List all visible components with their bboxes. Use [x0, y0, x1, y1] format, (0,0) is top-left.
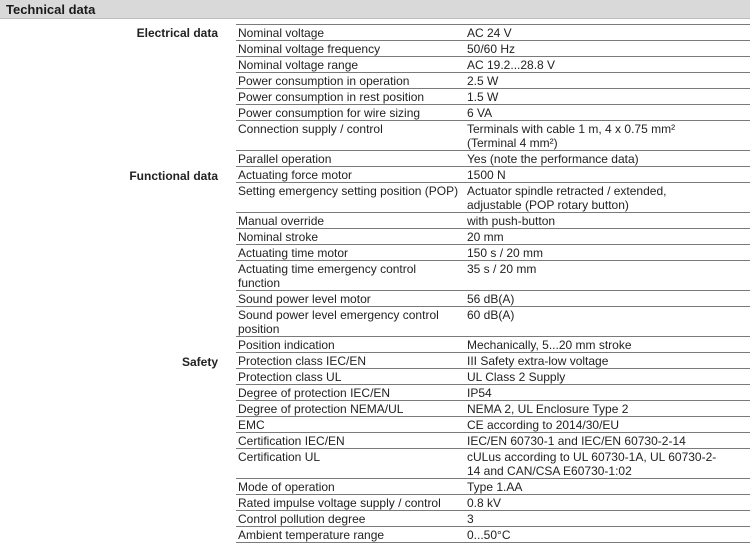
parameter-value: Actuator spindle retracted / extended, adjustable (POP rotary button) — [467, 184, 667, 212]
parameter-name: EMC — [238, 418, 265, 432]
parameter-name: Degree of protection IEC/EN — [238, 386, 391, 400]
parameter-name: Sound power level motor — [238, 292, 371, 306]
table-row — [236, 57, 750, 73]
parameter-value: CE according to 2014/30/EU — [467, 418, 620, 432]
parameter-value: 3 — [467, 512, 474, 526]
page-title: Technical data — [6, 1, 96, 17]
parameter-name: Certification UL — [238, 450, 321, 464]
parameter-name: Nominal voltage — [238, 26, 325, 40]
table-row — [236, 385, 750, 401]
parameter-name: Protection class IEC/EN — [238, 354, 367, 368]
parameter-value: cULus according to UL 60730-1A, UL 60730-2- 14 and CAN/CSA E60730-1:02 — [467, 450, 717, 478]
table-row — [236, 25, 750, 41]
parameter-name: Rated impulse voltage supply / control — [238, 496, 441, 510]
parameter-name: Protection class UL — [238, 370, 342, 384]
table-row — [236, 151, 750, 167]
table-row — [236, 291, 750, 307]
parameter-value: IP54 — [467, 386, 492, 400]
parameter-value: 1500 N — [467, 168, 506, 182]
parameter-name: Nominal stroke — [238, 230, 319, 244]
parameter-value: UL Class 2 Supply — [467, 370, 566, 384]
parameter-value: 60 dB(A) — [467, 308, 515, 322]
section-label: Functional data — [129, 169, 218, 183]
section-electrical-data — [0, 24, 750, 167]
section-label: Electrical data — [136, 26, 218, 40]
section-header — [0, 0, 750, 19]
parameter-value: 6 VA — [467, 106, 493, 120]
parameter-name: Sound power level emergency control position — [238, 308, 439, 336]
parameter-value: Terminals with cable 1 m, 4 x 0.75 mm² (Terminal 4 mm²) — [467, 122, 676, 150]
parameter-name: Manual override — [238, 214, 325, 228]
section-functional-data — [0, 167, 750, 353]
table-row — [236, 167, 750, 183]
parameter-name: Degree of protection NEMA/UL — [238, 402, 404, 416]
table-row — [236, 105, 750, 121]
table-row — [236, 213, 750, 229]
parameter-name: Mode of operation — [238, 480, 335, 494]
parameter-name: Parallel operation — [238, 152, 332, 166]
parameter-name: Actuating force motor — [238, 168, 353, 182]
parameter-value: AC 24 V — [467, 26, 512, 40]
section-label: Safety — [181, 355, 218, 369]
table-row — [236, 73, 750, 89]
table-row — [236, 183, 750, 213]
table-row — [236, 527, 750, 543]
parameter-name: Position indication — [238, 338, 335, 352]
parameter-value: 150 s / 20 mm — [467, 246, 544, 260]
table-row — [236, 449, 750, 479]
parameter-value: 0...50°C — [467, 528, 511, 542]
table-row — [236, 353, 750, 369]
table-row — [236, 307, 750, 337]
parameter-name: Nominal voltage frequency — [238, 42, 381, 56]
row-group — [236, 353, 750, 543]
parameter-name: Certification IEC/EN — [238, 434, 345, 448]
parameter-value: with push-button — [467, 214, 556, 228]
parameter-name: Actuating time emergency control function — [238, 262, 417, 290]
parameter-name: Power consumption for wire sizing — [238, 106, 421, 120]
parameter-value: 50/60 Hz — [467, 42, 516, 56]
parameter-name: Connection supply / control — [238, 122, 383, 136]
table-row — [236, 261, 750, 291]
parameter-value: 2.5 W — [467, 74, 499, 88]
parameter-value: 0.8 kV — [467, 496, 502, 510]
parameter-name: Power consumption in operation — [238, 74, 410, 88]
table-row — [236, 121, 750, 151]
parameter-name: Power consumption in rest position — [238, 90, 425, 104]
parameter-name: Control pollution degree — [238, 512, 366, 526]
table-row — [236, 511, 750, 527]
parameter-name: Ambient temperature range — [238, 528, 385, 542]
parameter-value: IEC/EN 60730-1 and IEC/EN 60730-2-14 — [467, 434, 686, 448]
row-group — [236, 24, 750, 167]
parameter-value: Mechanically, 5...20 mm stroke — [467, 338, 632, 352]
table-row — [236, 495, 750, 511]
parameter-name: Nominal voltage range — [238, 58, 359, 72]
parameter-name: Setting emergency setting position (POP) — [238, 184, 459, 198]
parameter-name: Actuating time motor — [238, 246, 349, 260]
row-group — [236, 167, 750, 353]
parameter-value: Yes (note the performance data) — [467, 152, 639, 166]
table-row — [236, 245, 750, 261]
parameter-value: 1.5 W — [467, 90, 499, 104]
table-row — [236, 337, 750, 353]
parameter-value: 20 mm — [467, 230, 504, 244]
table-row — [236, 229, 750, 245]
table-row — [236, 89, 750, 105]
technical-data-table — [0, 24, 750, 543]
table-row — [236, 479, 750, 495]
parameter-value: III Safety extra-low voltage — [467, 354, 609, 368]
parameter-value: NEMA 2, UL Enclosure Type 2 — [467, 402, 629, 416]
table-row — [236, 369, 750, 385]
parameter-value: 35 s / 20 mm — [467, 262, 537, 276]
table-row — [236, 401, 750, 417]
table-row — [236, 433, 750, 449]
parameter-value: AC 19.2...28.8 V — [467, 58, 556, 72]
table-row — [236, 417, 750, 433]
parameter-value: 56 dB(A) — [467, 292, 515, 306]
parameter-value: Type 1.AA — [467, 480, 523, 494]
table-row — [236, 41, 750, 57]
section-safety — [0, 353, 750, 543]
